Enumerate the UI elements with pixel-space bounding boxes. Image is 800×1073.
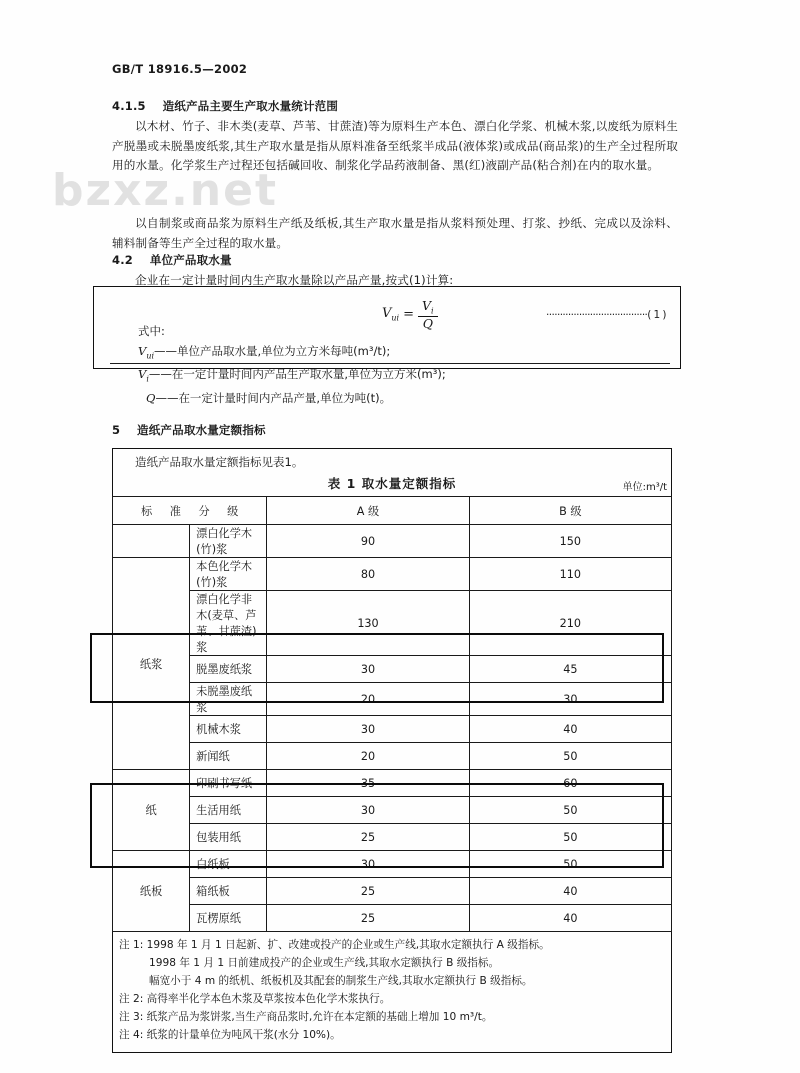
row-category	[113, 525, 190, 558]
table-1-notes	[112, 932, 672, 1053]
clause-5-number: 5	[112, 423, 121, 437]
clause-4-2-number: 4.2	[112, 253, 133, 267]
row-grade-a: 30	[267, 656, 469, 683]
row-grade-a: 30	[267, 851, 469, 878]
table-note-3: 注 3: 纸浆产品为浆饼浆,当生产商品浆时,允许在本定额的基础上增加 10 m³/t。	[119, 1011, 493, 1023]
row-item: 漂白化学木(竹)浆	[190, 525, 267, 558]
table-note-4: 注 4: 纸浆的计量单位为吨风干浆(水分 10%)。	[119, 1029, 341, 1041]
row-grade-b: 40	[469, 905, 671, 932]
formula-definition-q: Q——在一定计量时间内产品产量,单位为吨(t)。	[146, 391, 392, 406]
row-grade-a: 90	[267, 525, 469, 558]
table-row	[113, 797, 672, 824]
row-grade-a: 30	[267, 797, 469, 824]
table-row	[113, 878, 672, 905]
header-grade-a: A 级	[267, 497, 469, 525]
row-item: 新闻纸	[190, 743, 267, 770]
row-category: 纸	[113, 770, 190, 851]
row-grade-b: 110	[469, 558, 671, 591]
row-grade-b: 50	[469, 743, 671, 770]
formula-definition-vi: $V_i——$在一定计量时间内产品生产取水量,单位为立方米(m³);	[138, 367, 446, 384]
table-row	[113, 851, 672, 878]
row-grade-a: 25	[267, 824, 469, 851]
row-item: 本色化学木(竹)浆	[190, 558, 267, 591]
row-item: 印刷书写纸	[190, 770, 267, 797]
clause-4-2-paragraph: 企业在一定计量时间内生产取水量除以产品产量,按式(1)计算:	[135, 273, 454, 287]
row-grade-a: 30	[267, 716, 469, 743]
table-row	[113, 743, 672, 770]
table-note-1-cont-1: 1998 年 1 月 1 日前建成投产的企业或生产线,其取水定额执行 B 级指标。	[149, 957, 500, 969]
row-grade-a: 20	[267, 683, 469, 716]
row-grade-b: 60	[469, 770, 671, 797]
formula-numerator: $V_i$	[418, 299, 438, 317]
row-item: 未脱墨废纸浆	[190, 683, 267, 716]
row-grade-b: 45	[469, 656, 671, 683]
clause-4-1-5-title: 造纸产品主要生产取水量统计范围	[162, 99, 339, 113]
formula-legend	[138, 322, 446, 409]
row-item: 白纸板	[190, 851, 267, 878]
formula-equation-number: ( 1 )	[647, 309, 666, 321]
table-row	[113, 770, 672, 797]
row-grade-b: 30	[469, 683, 671, 716]
clause-4-1-5-heading	[112, 98, 338, 114]
table-note-1-cont-2: 幅宽小于 4 m 的纸机、纸板机及其配套的制浆生产线,其取水定额执行 B 级指标。	[149, 975, 533, 987]
row-item: 瓦楞原纸	[190, 905, 267, 932]
table-row	[113, 656, 672, 683]
formula-equals: =	[403, 307, 415, 322]
table-row	[113, 824, 672, 851]
table-1-header-block	[112, 448, 672, 496]
table-row	[113, 591, 672, 656]
table-1-wrapper	[112, 448, 672, 1053]
row-item: 箱纸板	[190, 878, 267, 905]
row-grade-b: 50	[469, 851, 671, 878]
table-row	[113, 905, 672, 932]
row-grade-b: 150	[469, 525, 671, 558]
table-row	[113, 683, 672, 716]
formula-denominator: Q	[422, 315, 433, 331]
row-grade-a: 25	[267, 905, 469, 932]
row-item: 漂白化学非木(麦草、芦苇、甘蔗渣)浆	[190, 591, 267, 656]
row-grade-b: 210	[469, 591, 671, 656]
header-grade-b: B 级	[469, 497, 671, 525]
table-1-lead-in: 造纸产品取水量定额指标见表1。	[135, 455, 304, 469]
formula-definition-vui: $V_{ui}——$单位产品取水量,单位为立方米每吨(m³/t);	[138, 343, 391, 360]
table-row	[113, 525, 672, 558]
row-grade-b: 50	[469, 797, 671, 824]
table-1-unit-label: 单位:m³/t	[622, 482, 667, 493]
row-category: 纸浆	[113, 558, 190, 770]
watermark-text: bzxz.net	[52, 165, 279, 216]
row-grade-b: 40	[469, 716, 671, 743]
formula-where-label: 式中:	[138, 324, 165, 338]
row-grade-b: 40	[469, 878, 671, 905]
row-grade-a: 35	[267, 770, 469, 797]
table-header-row	[113, 497, 672, 525]
clause-4-1-5-paragraph-1: 以木材、竹子、非木类(麦草、芦苇、甘蔗渣)等为原料生产本色、漂白化学浆、机械木浆,以废纸为原料生产脱墨或未脱墨废纸浆,其生产取水量是指从原料准备至纸浆半成品(液体浆)或成品(商品浆)的生产全过程所取用的水量。化学浆生产过程还包括碱回收、制浆化学品药液制备、黑(红)液副产品(粘合剂)在内的取水量。	[112, 119, 678, 172]
clause-4-2-heading	[112, 252, 232, 268]
row-item: 脱墨废纸浆	[190, 656, 267, 683]
row-grade-b: 50	[469, 824, 671, 851]
table-row	[113, 558, 672, 591]
standard-number-header: GB/T 18916.5—2002	[112, 62, 248, 76]
row-grade-a: 80	[267, 558, 469, 591]
clause-4-2-title: 单位产品取水量	[149, 253, 232, 267]
row-grade-a: 25	[267, 878, 469, 905]
formula-dot-leader: ·····································( 1 )	[546, 309, 666, 321]
table-row	[113, 716, 672, 743]
clause-5-heading	[112, 422, 266, 438]
table-1-title: 表 1 取水量定额指标 单位:m³/t	[327, 476, 667, 493]
clause-4-1-5-paragraph-2: 以自制浆或商品浆为原料生产纸及纸板,其生产取水量是指从浆料预处理、打浆、抄纸、完成以及涂料、辅料制备等生产全过程的取水量。	[112, 216, 678, 250]
row-category: 纸板	[113, 851, 190, 932]
row-grade-a: 20	[267, 743, 469, 770]
clause-5-title: 造纸产品取水量定额指标	[137, 423, 266, 437]
table-note-2: 注 2: 高得率半化学本色木浆及草浆按本色化学木浆执行。	[119, 993, 391, 1005]
row-grade-a: 130	[267, 591, 469, 656]
clause-4-1-5-number: 4.1.5	[112, 99, 146, 113]
header-category: 标 准 分 级	[113, 497, 267, 525]
row-item: 机械木浆	[190, 716, 267, 743]
row-item: 包装用纸	[190, 824, 267, 851]
table-note-1: 注 1: 1998 年 1 月 1 日起新、扩、改建或投产的企业或生产线,其取水定额执行 A 级指标。	[119, 939, 550, 951]
table-1-water-quota	[112, 496, 672, 932]
row-item: 生活用纸	[190, 797, 267, 824]
formula-lhs: $V_{ui}$	[382, 306, 400, 323]
